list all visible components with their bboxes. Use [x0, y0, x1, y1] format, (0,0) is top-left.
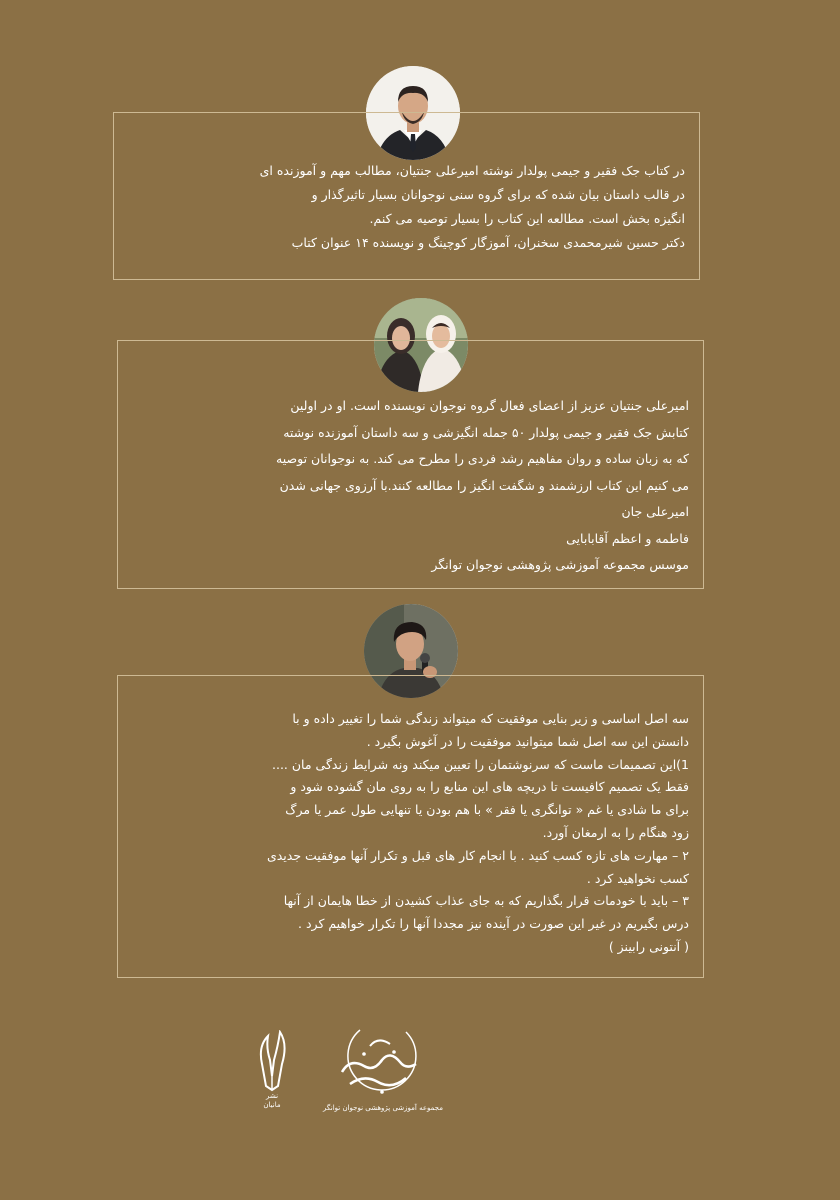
- testimonial-3-line: سه اصل اساسی و زیر بنایی موفقیت که میتواند زندگی شما را تغییر داده و با: [292, 711, 689, 726]
- publisher-logo-text: نشر مانیان: [263, 1092, 281, 1109]
- testimonial-2-line: امیرعلی جنتیان عزیز از اعضای فعال گروه نوجوان نویسنده است. او در اولین: [290, 398, 689, 413]
- tavangar-logo-caption: مجموعه آموزشی پژوهشی نوجوان توانگر: [323, 1104, 443, 1112]
- testimonial-2-author: فاطمه و اعظم آقابابایی: [566, 530, 689, 546]
- testimonial-3-line: ۲ – مهارت های تازه کسب کنید . با انجام کار های قبل و تکرار آنها موفقیت جدیدی: [266, 847, 689, 863]
- testimonial-1-author: دکتر حسین شیرمحمدی سخنران، آموزگار کوچینگ و نویسنده ۱۴ عنوان کتاب: [291, 235, 685, 250]
- testimonial-2-line: کتابش جک فقیر و جیمی پولدار ۵۰ جمله انگیزشی و سه داستان آموزنده نوشته: [283, 424, 689, 440]
- testimonial-box-2: [117, 340, 704, 589]
- quill-pen-icon: [252, 1030, 292, 1092]
- testimonial-3-line: ۳ – باید با خودمات قرار بگذاریم که به جای عذاب کشیدن از خطا هایمان از آنها: [283, 893, 689, 909]
- testimonial-2-line: که به زبان ساده و روان مفاهیم رشد فردی را مطرح می کند. به نوجوانان توصیه: [276, 451, 689, 466]
- testimonial-box-3: [117, 675, 704, 978]
- tavangar-calligraphy-icon: [320, 1022, 440, 1102]
- testimonial-2-line: امیرعلی جان: [621, 504, 689, 519]
- testimonial-3-line: کسب نخواهید کرد .: [586, 870, 689, 886]
- testimonial-3-author: ( آنتونی رابینز ): [608, 938, 689, 954]
- testimonial-2-author-title: موسس مجموعه آموزشی پژوهشی نوجوان توانگر: [431, 557, 689, 572]
- testimonial-1-line: انگیزه بخش است. مطالعه این کتاب را بسیار توصیه می کنم.: [369, 211, 685, 226]
- testimonial-3-line: زود هنگام را به ارمغان آورد.: [542, 824, 689, 840]
- testimonial-2-line: می کنیم این کتاب ارزشمند و شگفت انگیز را مطالعه کنند.با آرزوی جهانی شدن: [279, 477, 689, 493]
- testimonial-3-line: برای ما شادی یا غم « توانگری یا فقر » با هم بودن یا تنهایی طول عمر یا مرگ: [285, 802, 689, 818]
- testimonial-box-1: [113, 112, 700, 280]
- testimonial-3-line: 1)این تصمیمات ماست که سرنوشتمان را تعیین میکند ونه شرایط زندگی مان ....: [272, 756, 689, 772]
- testimonial-3-line: دانستن این سه اصل شما میتوانید موفقیت را در آغوش بگیرد .: [366, 733, 689, 749]
- testimonial-3-line: فقط یک تصمیم کافیست تا دریچه های این منابع را به روی مان گشوده شود و: [290, 779, 689, 795]
- testimonial-1-line: در قالب داستان بیان شده که برای گروه سنی نوجوانان بسیار تاثیرگذار و: [311, 187, 685, 202]
- testimonial-1-line: در کتاب جک فقیر و جیمی پولدار نوشته امیرعلی جنتیان، مطالب مهم و آموزنده ای: [259, 163, 685, 178]
- testimonial-3-line: درس بگیریم در غیر این صورت در آینده نیز مجددا آنها را تکرار خواهیم کرد .: [298, 916, 689, 932]
